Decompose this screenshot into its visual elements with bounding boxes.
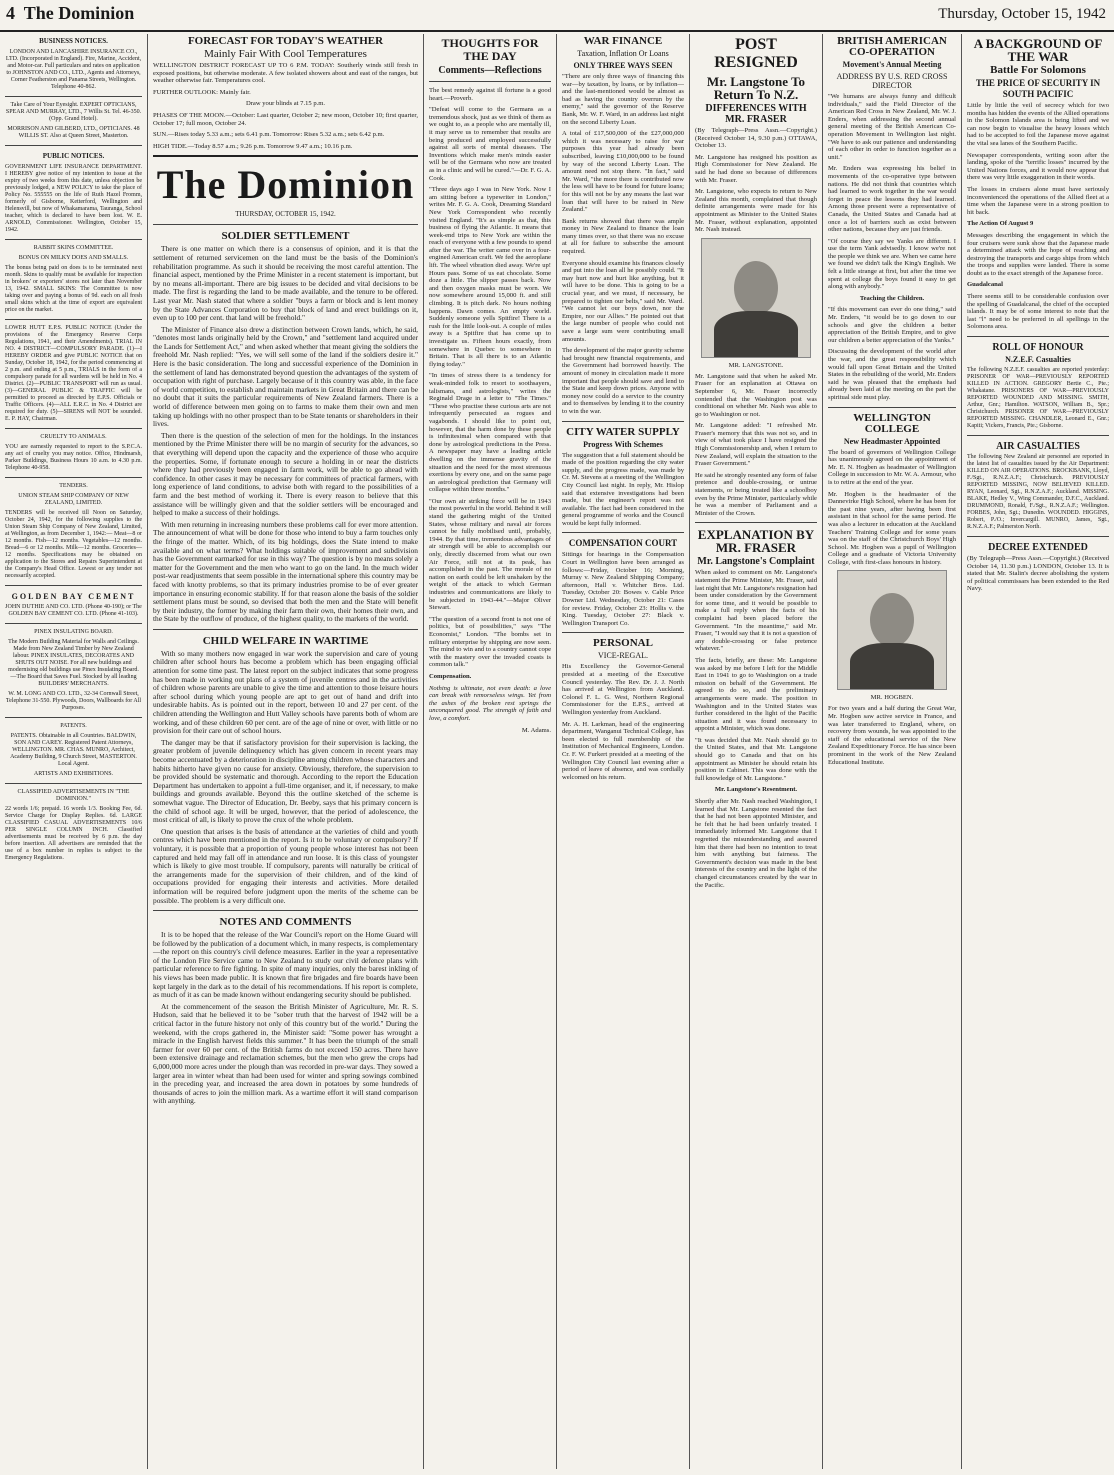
baco-p3: "Of course they say we Yanks are different. I use the term Yank advisedly. I know we're not the people we think we are. When we came here we found we didn't talk the King's English. We felt a little strange at first, but after the time we spent at college the boys found it easy to get along with anybody." xyxy=(828,237,956,291)
forecast-further: FURTHER OUTLOOK: Mainly fair. xyxy=(153,88,251,96)
classified-text: 22 words 1/6; prepaid. 16 words 1/3. Booking Fee, 6d. Service Charge for Display Replies. 6d. LARGE CLASSIFIED CASUAL ADVERTISEMENTS 10/6 PER SINGLE COLUMN INCH. Classified advertisements must be received by 6 p.m. the day before insertion. All advertisers are reminded that the use of a box number in replies is subject to the Emergency Regulations. xyxy=(5,806,142,861)
column-notices xyxy=(0,34,147,1469)
baco-p5: Discussing the development of the world after the war, and the great responsibility which would fall upon Great Britain and the United States in the rebuilding of the world, Mr. Enders said he was pleased that the emphasis had already been laid at the meeting on the part the spiritual side must play. xyxy=(828,348,956,401)
thoughts-subtitle: Comments—Reflections xyxy=(438,65,542,76)
notes-comments-p2: At the commencement of the season the British Minister of Agriculture, Mr. R. S. Hudson, said that he believed it to be "sober truth that the harvest of 1942 will be a critical factor in the future history not only of this country but of the world." During the weekend, with the crops gathered in, the Minister said: "Some power has wrought a miracle in the English harvest fields this summer." It has been the triumph of the small farmer for over 60 per cent. of the British farms do not exceed 150 acres. There have been extensive drainage and reclamation schemes, but the men who grew the crops had 6,000,000 more acres under the plough than was recorded in pre-war days. They sowed a larger area in winter wheat than had been used for winter and spring sowings combined in the preceding year, and increased the area down in potatoes by some hundreds of thousands of acres to join the million mark. As a wartime effort it will stand comparison with anything. xyxy=(153,1001,418,1106)
masthead-date: Thursday, October 15, 1942 xyxy=(938,6,1106,22)
decree-title: DECREE EXTENDED xyxy=(988,542,1088,554)
soldier-settlement-p2: The Minister of Finance also drew a distinction between Crown lands, which, he said, "denotes most lands originally held by the Crown," and "settlement land acquired under the Lands for Settlement Act," and when asked whether that meant giving the soldiers the freehold Mr. Nash replied: "Yes, we will sell some of the land if the soldiers desire it." Here is the basic consideration. The long and successful experience of the Dominion in the settlement of land has demonstrated beyond question the advantages of the system of occupation with right of purchase. Largely because of it this country was able, in the face of world competition, to establish and maintain markets in Great Britain and there can be no doubt that it suits the particular requirements of New Zealand farmers. There is a world of difference between men going on to farms to make them their own and men taking up holdings with no other prospect than to be State tenants or shareholders in their lives. xyxy=(153,324,418,429)
forecast-title: FORECAST FOR TODAY'S WEATHER xyxy=(187,35,384,47)
roll-honour-title: ROLL OF HONOUR xyxy=(992,342,1084,354)
post-resigned-p5: He said he strongly resented any form of false pretence and double-crossing, or untrue statements, or being treated like a schoolboy even by the Prime Minister, particularly while he was a member of Parliament and a Minister of the Crown. xyxy=(695,471,817,517)
water-supply-sub: Progress With Schemes xyxy=(583,439,663,449)
notice-gov-life: GOVERNMENT LIFE INSURANCE DEPARTMENT. I HEREBY give notice of my intention to issue at the expiry of two weeks from this date, unless objection be previously lodged, a NEW POLICY to take the place of Policy No. 555555 on the life of Ruth Hazel Fromm, formerly of Gisborne, Ketterford, Wellington and Helensvill, but now of Whakamarama, Tauranga, School teacher, which is declared to have been lost. W. E. ARNOLD, Commissioner. Wellington, October 15, 1942. xyxy=(5,164,142,233)
wellington-college-title: WELLINGTON COLLEGE xyxy=(853,411,931,435)
post-resigned-p1: Mr. Langstone has resigned his position as High Commissioner for New Zealand. He said he had done so because of differences with Mr. Fraser. xyxy=(695,153,817,184)
notice-optician: Take Care of Your Eyesight. EXPERT OPTICIANS, SPEAR AND MURRAY, LTD., 7 Willis St. Tel. 46-350. (Opp. Grand Hotel). xyxy=(5,102,142,122)
resentment-title: Mr. Langstone's Resentment. xyxy=(714,786,798,794)
wellington-college-p2: Mr. Hogben is the headmaster of the Dannevirke High School, where he has been for the past nine years, after having been first assistant in that school for the same period. He was also a lecturer in education at the Auckland Teachers' Training College and for some years was on the staff of the Christchurch Boys' High School. Mr. Hogben was a pupil of Wellington College and a graduate of Victoria University College, with first-class honours in history. xyxy=(828,490,956,566)
personal-p1: His Excellency the Governor-General presided at a meeting of the Executive Council yesterday. The Rev. Dr. J. J. North has arrived at Wellington from Auckland. Colonel F. L. G. West, Northern Regional Commissioner for the E.P.S., arrived at Wellington yesterday from Auckland. xyxy=(562,663,684,716)
baco-sub2: ADDRESS BY U.S. RED CROSS DIRECTOR xyxy=(836,72,948,90)
golden-bay-text: JOHN DUTHIE AND CO. LTD. (Phone 40-190); or The GOLDEN BAY CEMENT CO. LTD. (Phone 41-103). xyxy=(5,604,142,617)
explanation-p3: "It was decided that Mr. Nash should go to the United States, and that Mr. Langstone should go to Canada and that on his appointment as Minister he should retain his position in Cabinet. This was done with the full knowledge of Mr. Langstone." xyxy=(695,736,817,782)
war-finance-p3: Bank returns showed that there was ample money in New Zealand to finance the loan many times over, so that there was no excuse at all for failure to subscribe the amount required. xyxy=(562,217,684,256)
vice-regal-label: VICE-REGAL. xyxy=(598,651,648,661)
pinex-title: PINEX INSULATING BOARD. xyxy=(34,629,113,635)
explanation-p2: The facts, briefly, are these: Mr. Langstone was asked by me before I left for the Middle East in 1941 to go to Washington on a trade mission on behalf of the Government. He agreed to do so, and the preliminary arrangements were made. The position in Washington and in the United States was further considered in the light of the Pacific situation and it was found necessary to appoint a Minister, which was done. xyxy=(695,656,817,733)
war-finance-p5: The development of the major gravity scheme had brought new financial requirements, and the Government had borrowed heavily. The amount of money in circulation made it more important that people should save and lend to the State and keep down prices. Anyone with money now could do a service to the country and to themselves by lending it to the country to win the war. xyxy=(562,347,684,415)
post-resigned-sub: DIFFERENCES WITH MR. FRASER xyxy=(705,103,807,125)
background-p5: There seems still to be considerable confusion over the spelling of Guadalcanal, the chief of the occupied islands. It may be of some interest to note that the last "l" need to be preferred in all spellings in the Solomons area. xyxy=(967,293,1109,331)
war-finance-title: WAR FINANCE xyxy=(583,35,663,47)
resentment-p: Shortly after Mr. Nash reached Washington, I learned that Mr. Langstone resented the fact that he had not been appointed Minister, and he felt that he had been unfairly treated. I immediately informed Mr. Langstone that I regretted the misunderstanding and assured him that there had been no intention to treat him with anything but fairness. The Government's decision was made in the best interests of the country and in the light of the changed circumstances created by the war in the Pacific. xyxy=(695,798,817,889)
child-welfare-p3: One question that arises is the basis of attendance at the varieties of child and youth centres which have been mentioned in the report. Is it to be voluntary or compulsory? If voluntary, it is possible that a proportion of young people whose interest has not been captured and held may fall off in attendance and run loose. It is this class of youngster which is likely to give most trouble. If compulsory, parents will naturally be critical of the arrangements made for the supervision of their children, and of the kind of occupations provided for engaging their interests and activities. More detailed information will be required before judgment upon the merits of the scheme can be possible. The problem is a very difficult one. xyxy=(153,826,418,905)
forecast-moon: PHASES OF THE MOON.—October: Last quarter, October 2; new moon, October 10; first quarter, October 17; full moon, October 24. xyxy=(153,111,418,127)
forecast-sun: SUN.—Rises today 5.33 a.m.; sets 6.41 p.m. Tomorrow: Rises 5.32 a.m.; sets 6.42 p.m. xyxy=(153,131,385,139)
air-casualties-p1: The following New Zealand air personnel are reported in the latest list of casualties issued by the Air Department: KILLED ON AIR OPERATIONS. BROCKBANK, Lloyd, F./Sgt., R.N.Z.A.F.; Christchurch. PREVIOUSLY REPORTED MISSING, NOW BELIEVED KILLED. RYAN, Leonard, Sgt., R.N.Z.A.F.; Auckland. MISSING. BLAKE, Hedley V., Wing Commander, D.F.C., Auckland. DRUMMOND, Ronald, F./Sgt., R.N.Z.A.F.; Wellington. FORBES, John, Sgt.; Dunedin. WOUNDED. HIGGINS, Robert, P./O.; Invercargill. MUNRO, James, Sgt., R.N.Z.A.F.; Palmerston North. xyxy=(967,454,1109,531)
notice-cruelty-title: CRUELTY TO ANIMALS. xyxy=(40,434,107,440)
action-aug9-title: The Action Of August 9 xyxy=(967,220,1034,228)
patents-text: PATENTS. Obtainable in all Countries. BALDWIN, SON AND CAREY. Registered Patent Attorneys, WELLINGTON. MR. CHAS. MUNRO, Architect, Academy Building, 9 Church Street, MASTERTON. Local Agent. xyxy=(10,733,137,767)
union-ss-title: UNION STEAM SHIP COMPANY OF NEW ZEALAND, LIMITED. xyxy=(18,493,129,506)
notice-cruelty-text: YOU are earnestly requested to report to the S.P.C.A. any act of cruelty you may notice. Office, Hindmarsh, Parker Buildings, Business Hours 10 a.m. to 4.30 p.m. Telephone 40-958. xyxy=(5,444,142,471)
roll-honour-p1: The following N.Z.E.F. casualties are reported yesterday: PRISONER OF WAR—PREVIOUSLY REPORTED KILLED IN ACTION. GREGORY Bertie C., Pte.; Whakatane. PRISONERS OF WAR—PREVIOUSLY REPORTED WOUNDED AND MISSING. SMITH, Arthur, Gnr.; Hamilton. WATSON, William B., Spr.; Christchurch. PRISONER OF WAR—PREVIOUSLY REPORTED MISSING. CHANDLER, Leonard E., Gnr.; Kapiti; Vickers, Francis, Pte.; Gisborne. xyxy=(967,367,1109,430)
war-finance-sub2: ONLY THREE WAYS SEEN xyxy=(573,61,673,70)
thoughts-title: THOUGHTS FOR THE DAY xyxy=(441,36,539,63)
classified-header: CLASSIFIED ADVERTISEMENTS IN "THE DOMINION." xyxy=(17,789,130,802)
wellington-college-p1: The board of governors of Wellington College has unanimously agreed on the appointment of Mr. E. N. Hogben as headmaster of Wellington College in succession to Mr. W. A. Armour, who is to retire at the end of the year. xyxy=(828,448,956,486)
masthead-left xyxy=(6,3,134,24)
war-finance-p4: Everyone should examine his finances closely and put into the loan all he possibly could. "It may hurt now and hurt like anything, but it will have to be done. This is going to be a crucial year, and we must, if necessary, be prepared to tighten our belts," said Mr. Ward. "We cannot let our boys down, nor the Empire, nor our Allies." He pointed out that the large number of people who could not save a large sum were contributing small amounts. xyxy=(562,259,684,343)
notice-london-lancashire: LONDON AND LANCASHIRE INSURANCE CO., LTD. (Incorporated in England). Fire, Marine, Accident, and Motor-car. Full particulars and rates on application to JOHNSTON AND CO., LTD., Agents and Attorneys, Corner Featherston and Panama Streets, Wellington. Telephone 40-862. xyxy=(5,49,142,90)
notice-bonus-text: The bonus being paid on does is to be terminated next month. Skins to qualify must be available for inspection in brokers' or exporters' stores not later than November 13, 1942. SMALL SKINS: The Committee is now taking over and paying a bonus of 9d. each on all fresh small skins which at the time of export are equivalent price on the market. xyxy=(5,265,142,313)
forecast-text: WELLINGTON DISTRICT FORECAST UP TO 6 P.M. TODAY: Southerly winds still fresh in exposed positions, but otherwise moderate. A few isolated showers about and east of the ranges, but weather otherwise fair. Temperatures cool. xyxy=(153,62,418,85)
column-background-war xyxy=(962,34,1114,1469)
post-resigned-p4: Mr. Langstone added: "I refreshed Mr. Fraser's memory that this was not so, and in view of what took place I have resigned the High Commissionership and, when I return to New Zealand, will explain the situation to the Fraser Government." xyxy=(695,422,817,468)
langstone-caption: MR. LANGSTONE. xyxy=(728,361,784,369)
tenders-header: TENDERS. xyxy=(59,483,88,489)
notice-bonus-title: BONUS ON MILKY DOES AND SMALLS. xyxy=(18,255,129,261)
business-notices-header: BUSINESS NOTICES. xyxy=(39,37,108,45)
personal-p2: Mr. A. H. Larkman, head of the engineering department, Wanganui Technical College, has been elected to full membership of the Institution of Mechanical Engineers, London. Cr. F. W. Furkert presided at a meeting of the Wellington City Council last evening after a period of leave of absence, and was cordially welcomed on his return. xyxy=(562,720,684,781)
water-supply-p1: The suggestion that a full statement should be made of the position regarding the city water supply, and the progress made, was made by Cr. M. Stevens at a meeting of the Wellington City Council last night. In reply, Mr. Hislop said that extensive investigations had been made, but the engineer's report was not available. The fact had been considered in the general programme of works and the Council would be kept fully informed. xyxy=(562,451,684,527)
war-finance-p1: "There are only three ways of financing this war—by taxation, by loans, or by inflation—and the last-mentioned would be almost as bad as having the country overrun by the enemy," said the governor of the Reserve Bank, Mr. W. F. Ward, in an address last night on the second Liberty Loan. xyxy=(562,73,684,126)
column-editorial xyxy=(148,34,423,1469)
baco-sub: Movement's Annual Meeting xyxy=(842,60,942,69)
baco-p2: Mr. Enders was expressing his belief in movements of the co-operative type between nations. He did not think that countries which had learned to work together in the war would forget in peace the lessons they had learned. Among those present were a representative of Canada, the United States and Canada had at once a lot of barriers such as exist between other nations, because they are just friends. xyxy=(828,165,956,234)
explanation-title: EXPLANATION BY MR. FRASER xyxy=(697,527,815,556)
golden-bay-title: GOLDEN BAY CEMENT xyxy=(11,592,136,601)
notice-lower-hutt: LOWER HUTT E.P.S. PUBLIC NOTICE (Under the provisions of the Emergency Reserve Corps Regulations, 1941, and their Amendments). TRIAL IN NO. 4 DISTRICT—COMPULSORY PARADE. (1)—I HEREBY ORDER and give PUBLIC NOTICE that on Sunday, October 18, 1942, for the period commencing at 2 p.m. and ending at 5 p.m., TRIALS in the form of a compulsory parade for all wardens will be held in No. 4 District. (2)—PUBLIC TRANSPORT will run as usual. (3)—GENERAL PUBLIC & TRAFFIC will be permitted to proceed as directed by E.P.S. Officials or Traffic Officers. (4)—ALL E.R.C. in No. 4 District are required for duty. (5)—SIRENS will NOT be sounded. E. P. HAY, Chairman. xyxy=(5,325,142,422)
background-p1: Little by little the veil of secrecy which for two months has hidden the events of the Allied operations in the Solomon Islands area is being lifted and we can now begin to visualise the heavy losses which had to be accepted to foil the Japanese move against the vital sea lanes of the Southern Pacific. xyxy=(967,102,1109,147)
teaching-title: Teaching the Children. xyxy=(859,294,925,302)
column-post-resigned xyxy=(690,34,822,1469)
air-casualties-title: AIR CASUALTIES xyxy=(996,441,1080,453)
forecast-tide: HIGH TIDE.—Today 8.57 a.m.; 9.26 p.m. Tomorrow 9.47 a.m.; 10.16 p.m. xyxy=(153,142,353,150)
soldier-settlement-title: SOLDIER SETTLEMENT xyxy=(221,230,350,243)
public-notices-header: PUBLIC NOTICES. xyxy=(42,152,105,160)
nameplate: The Dominion xyxy=(156,162,415,208)
paper-name: The Dominion xyxy=(23,3,135,23)
background-sub: Battle For Solomons xyxy=(990,64,1086,76)
post-resigned-title: POST RESIGNED xyxy=(714,36,798,71)
column-thoughts xyxy=(424,34,556,1469)
thoughts-p1: "Defeat will come to the Germans as a tremendous shock, just as we think of them as we ought to, as a people who are mentally ill, it may serve us to remember that results are being produced and employed successfully against all sorts of mental diseases. The Inventions which make men's minds easier will be of the Germans who now are treated as in a clinic and will be cured."—Dr. F. G. A. Cook. xyxy=(429,106,551,182)
editorial-dateline: THURSDAY, OCTOBER 15, 1942. xyxy=(235,210,336,219)
soldier-settlement-p4: With men returning in increasing numbers these problems call for ever more attention. The announcement of what will be done for those who intend to buy a farm touches only the fringe of the matter. Which, of its big holdings, does the State intend to make available and on what terms? What holdings suitable of improvement and subdivision has the Government earmarked for use in this way? The question is by no means solely a matter for the Government and the men who want to go on the land. In the much wider post-war readjustments that seem possible in the international sphere this country may be faced with knotty problems, so that its primary industries promise to be of ever greater importance in ensuring economic stability. If for that reason alone the basis of the soldier settlement plans must be sound, so devised that both the men and the State will benefit by their industry, the former by making their farm their own, their homes their own, and the State by the outflow of produce, of the highest quality, to the markets of the world. xyxy=(153,519,418,624)
hogben-portrait xyxy=(837,570,947,690)
compensation-court-title: COMPENSATION COURT xyxy=(568,538,678,549)
compensation-court-p1: Sittings for hearings in the Compensation Court in Wellington have been arranged as follows:—Friday, October 16; Morning, Murray v. New Zealand Shipping Company; afternoon, Hall v. Whitcher Bros. Ltd. Tuesday, October 20: Bowes v. Cable Price Downer Ltd. Wednesday, October 21: Cases for review. Friday, October 23: Hollis v. the King. Tuesday, October 27: Black v. Wellington Transport Co. xyxy=(562,551,684,627)
thoughts-p4: "Our own air striking force will be in 1943 the most powerful in the world. Behind it will stand the gathering might of the United States, whose military and naval air forces cannot be fully mobilised until, probably, 1944. By that time, tremendous advantages of air strength will be able to accomplish our only, directly discerned from what our own Air Force, still not at its peak, has accomplished in the past. The morale of no nation on earth could be left unshaken by the weight of the attack to which German industries and communications are likely to be subjected in 1943-44."—Major Oliver Stewart. xyxy=(429,497,551,612)
water-supply-title: CITY WATER SUPPLY xyxy=(566,425,680,438)
background-title: A BACKGROUND OF THE WAR xyxy=(973,36,1103,64)
thoughts-p2: "Three days ago I was in New York. Now I am sitting before a typewriter in London," writes Mr. F. G. A. Cook, Dreaming Standard New York Correspondent who recently visited England. "It's as simple as that, this business of flying the Atlantic. It means that week-end trips to New York are within the reach of everyone with a few pounds to spend after the war. The writer came over in a four-engined American craft. We fed the aeroplane lift. The wheel vibration died away. We're up! Hours pass. Some of us eat chocolate. Some doze a little. The slipper passes back. Now and then oxygen masks must be worn. We now somewhere around 15,000 ft. and still climbing. It is pitch dark. No hours nothing happens. Dawn comes. An empty world. Suddenly someone yells Spitfire! There is a rush for the little look-out. A couple of miles away is a Spitfire that has come up to investigate us. Fifteen hours exactly, from somewhere in Quebec to somewhere in Britain. That is all there is to an Atlantic flying today." xyxy=(429,186,551,368)
guadalcanal-title: Guadalcanal xyxy=(967,281,1003,289)
soldier-settlement-p3: Then there is the question of the selection of men for the holdings. In the instances mentioned by the Prime Minister there will be no margin of security for the advances, so that everything will depend upon the capacity and the experience of those who acquire the properties. Some, if fortunate enough to secure a holding in or near the districts where they had previously been engaged in farm work, will be able to go ahead with confidence. In other cases it may be necessary for committees of practical farmers, with long experience of land conditions, to advise both with regard to the possibilities of a farm and the best method of working it. There is every reason to believe that this assistance will be willingly given and that the soldier settlers will be encouraged and helped to make a success of their holdings. xyxy=(153,430,418,518)
decree-text: (By Telegraph—Press Assn.—Copyright.) (Received October 14, 11.30 p.m.) LONDON, October 13. It is stated that Mr. Stalin's decree abolishing the system of political commissars has been extended to the Red Navy. xyxy=(967,555,1109,593)
hogben-caption: MR. HOGBEN. xyxy=(870,694,914,702)
page-number: 4 xyxy=(6,3,15,23)
baco-title: BRITISH AMERICAN CO-OPERATION xyxy=(837,35,947,58)
post-resigned-p3: Mr. Langstone said that when he asked Mr. Fraser for an explanation at Ottawa on September 6, Mr. Fraser incorrectly contended that the Washington post was conditional on whether Mr. Nash was able to go to Washington or not. xyxy=(695,372,817,418)
forecast-blinds: Draw your blinds at 7.15 p.m. xyxy=(245,100,326,108)
wellington-college-p3: For two years and a half during the Great War, Mr. Hogben saw active service in France, and was later transferred to England, where, on recovery from wounds, he was appointed to the staff of the educational service of the New Zealand Expeditionary Force. He has since been prominent in the work of the New Zealand Educational Institute. xyxy=(828,705,956,766)
column-british-american xyxy=(823,34,961,1469)
thoughts-poem: Nothing is ultimate, not even death: a love can break with remorseless wings. Yet from the ashes of the broken rest springs the unconquered good. The strength of faith and love, a comfort. xyxy=(429,684,551,722)
thoughts-signature: M. Adams. xyxy=(521,726,551,734)
child-welfare-title: CHILD WELFARE IN WARTIME xyxy=(202,634,369,647)
thoughts-p3: "In times of stress there is a tendency for weak-minded folk to resort to soothsayers, talismans, and astrologists," writes the Reginald Drage in a letter to "The Times." "These who practise these curious arts are not infrequently persecuted as rogues and vagabonds. I should like to point out, however, that the harm done by these people is infinitesimal when compared with that done by astrological predictions in the Press. A newspaper may have a leading article dwelling on the immense gravity of the situation and the need for the most strenuous exertions by every one, and on the same page an astrological prediction that Germany will collapse within three months." xyxy=(429,372,551,494)
background-p2: Newspaper correspondents, writing soon after the landing, spoke of the "terrific losses" incurred by the United Nations forces, and it would now appear that there was very little exaggeration in their words. xyxy=(967,151,1109,182)
soldier-settlement-p1: There is one matter on which there is a consensus of opinion, and it is that the settlement of returned servicemen on the land must be the basis of the Dominion's rehabilitation programme. As such it should be receiving the most careful attention. The financial aspect, mentioned by the Prime Minister in a recent statement is important, but by no means all-important. There are big issues to be decided and vital decisions to be made. The first is regarding the land to be made available, and the tenure to be offered. Last year Mr. Nash stated that where a soldier "buys a farm or block and is lent money by the State Advances Corporation to buy that block of land and erect buildings on it, even up to 100 per cent. that land will be freehold." xyxy=(153,244,418,323)
masthead xyxy=(0,0,1114,32)
post-resigned-p2: Mr. Langstone, who expects to return to New Zealand this month, complained that though definite arrangements were made for his appointment as Minister to the United States Mr. Fraser, without explanation, appointed Mr. Nash instead. xyxy=(695,188,817,234)
baco-p4: "If this movement can ever do one thing," said Mr. Enders, "it would be to go down to our schools and give the children a better appreciation of the British Empire, and to give our children a better appreciation of the Yanks." xyxy=(828,306,956,344)
patents-header: PATENTS. xyxy=(60,723,87,729)
thoughts-poem-title: Compensation. xyxy=(429,672,472,680)
post-resigned-credit: (By Telegraph—Press Assn.—Copyright.) (Received October 14, 9.30 p.m.) OTTAWA, October 13. xyxy=(695,127,817,150)
union-ss-text: TENDERS will be received till Noon on Saturday, October 24, 1942, for the following supplies to the Union Steam Ship Company of New Zealand, Limited, at Wellington, as from December 1, 1942:— Meat—8 or 12 months. Fish—12 months. Vegetables—12 months. Bread—6 or 12 months. Milk—12 months. Groceries—12 months. Specifications may be obtained on application to the Stores and Repairs Superintendent at the Company's Head Office. Lowest or any tender not necessarily accepted. xyxy=(5,510,142,579)
background-sub2: THE PRICE OF SECURITY IN SOUTH PACIFIC xyxy=(975,78,1101,99)
war-finance-sub1: Taxation, Inflation Or Loans xyxy=(577,49,669,58)
baco-p1: "We humans are always funny and difficult individuals," said the Field Director of the American Red Cross in New Zealand, Mr. W. J. Enders, when addressing the second annual general meeting of the British American Co-operation Movement in Wellington last night. "We have to ask our patience and understanding of each other in order to function together as a unit." xyxy=(828,93,956,161)
artists-header: ARTISTS AND EXHIBITIONS. xyxy=(33,771,114,777)
personal-title: PERSONAL xyxy=(593,637,653,650)
notes-comments-p1: It is to be hoped that the release of the War Council's report on the Home Guard will be followed by the publication of a document which, in many respects, is complementary—the report on this country's civil defence measures. Earlier in the year a representative of the London Fire Service came to New Zealand to study our civil defence plans with particular reference to fire fighting. In spite of many inquiries, only the barest inkling of his views has been made public. It is known that fire brigades and fire boards have been kept largely in the dark as to the detail of his recommendations. If his report is complete, as much of it as can be made known without endangering security should be published. xyxy=(153,930,418,1000)
background-p4: Messages describing the engagement in which the four cruisers were sunk show that the Japanese made a determined attack with the hope of reaching and destroying the transports and cargo ships from which the troops and supplies were landed. There is some doubt as to the exact strength of the Japanese force. xyxy=(967,231,1109,277)
notes-comments-title: NOTES AND COMMENTS xyxy=(219,916,352,929)
column-war-finance xyxy=(557,34,689,1469)
child-welfare-p1: With so many mothers now engaged in war work the supervision and care of young children after school hours has become a problem which has been engaging official attention for some time past. The latest report on the subject indicates that some progress has been made in working out plans of a system of juvenile centres and in the activities of children whose parents are unable to give the time and attention to those leisure hours after school during which young people are apt to get out of hand and drift into undesirable habits. As is pointed out in the report, between 10 and 27 per cent. of the children attending the Wellington and Hutt Valley schools have parents both of whom are working, and of these children 60 per cent. are of the age of nine or over, with little or no provision for their care out of school hours. xyxy=(153,648,418,736)
explanation-p1: When asked to comment on Mr. Langstone's statement the Prime Minister, Mr. Fraser, said last night that Mr. Langstone's resignation had been under consideration by the Government for some time, and it would be possible to make a full reply when the facts of his complaint had been placed before the Government. "In the meantime," said Mr. Fraser, "I would say that it is not a question of any double-crossing or false pretence whatever." xyxy=(695,569,817,653)
notice-morrison: MORRISON AND GILBERD, LTD., OPTICIANS. 48 WILLIS ST. Also at Queen Street, Masterton. xyxy=(7,126,140,139)
pinex-text: The Modern Building Material for Walls and Ceilings. Made from New Zealand Timber by New Zealand labour. PINEX INSULATES, DECORATES AND SHUTS OUT NOISE. For all new buildings and modernising old buildings use Pinex Insulating Board. —The Board that Saves Fuel. Stocked by all leading BUILDERS' MERCHANTS. xyxy=(8,639,139,687)
post-resigned-title2: Mr. Langstone To Return To N.Z. xyxy=(706,74,806,102)
wellington-college-sub: New Headmaster Appointed xyxy=(843,436,941,446)
thoughts-p5: "The question of a second front is not one of politics, but of possibilities," says "The Economist," London. "The bombs set in military enterprise by shipping are now seen. The mind to win and to a country cannot cope with the mastery over the invaded coasts is common talk." xyxy=(429,615,551,669)
thoughts-epigraph: The best remedy against ill fortune is a good heart.—Proverb. xyxy=(429,87,551,102)
background-p3: The losses in cruisers alone must have seriously inconvenienced the operations of the Allied fleet at a time when the Japanese were in a strong position to hit back. xyxy=(967,185,1109,216)
langstone-portrait xyxy=(701,238,811,358)
forecast-subtitle: Mainly Fair With Cool Temperatures xyxy=(204,48,367,60)
notice-rabbit-title: RABBIT SKINS COMMITTEE. xyxy=(33,245,114,251)
roll-honour-sub: N.Z.E.F. Casualties xyxy=(1005,355,1071,365)
war-finance-p2: A total of £17,500,000 of the £27,000,000 which it was necessary to raise for war purposes this year had already been subscribed, leaving £10,000,000 to be found by way of the second Liberty Loan. The amount need not stop there. "In fact," said Mr. Ward, "the more there is contributed now the less will have to be found for future loans; for this will not be by any means the last war loan that will have to be raised in New Zealand." xyxy=(562,130,684,214)
child-welfare-p2: The danger may be that if satisfactory provision for their supervision is lacking, the greater problem of juvenile delinquency which has given concern in recent years may become accentuated by a deterioration in discipline among children whose characters and habits hitherto have given no cause for anxiety. Obviously, therefore, the supervision to be provided should be systematic and thorough. According to the report the Education Department has undertaken to appoint a full-time organiser, and it, if necessary, to make buildings and grounds available. Beyond this the outline sketched of the scheme is somewhat vague. The Director of Education, Dr. Beeby, says that his primary concern is the child of school age. It will be urged, however, that the period of adolescence, the most critical of all, is likely to prove the crux of the whole problem. xyxy=(153,737,418,825)
wm-long-text: W. M. LONG AND CO. LTD., 32-34 Cornwall Street, Telephone 31-550. Plywoods, Doors, Wallboards for All Purposes. xyxy=(5,691,142,711)
explanation-sub: Mr. Langstone's Complaint xyxy=(697,556,815,568)
